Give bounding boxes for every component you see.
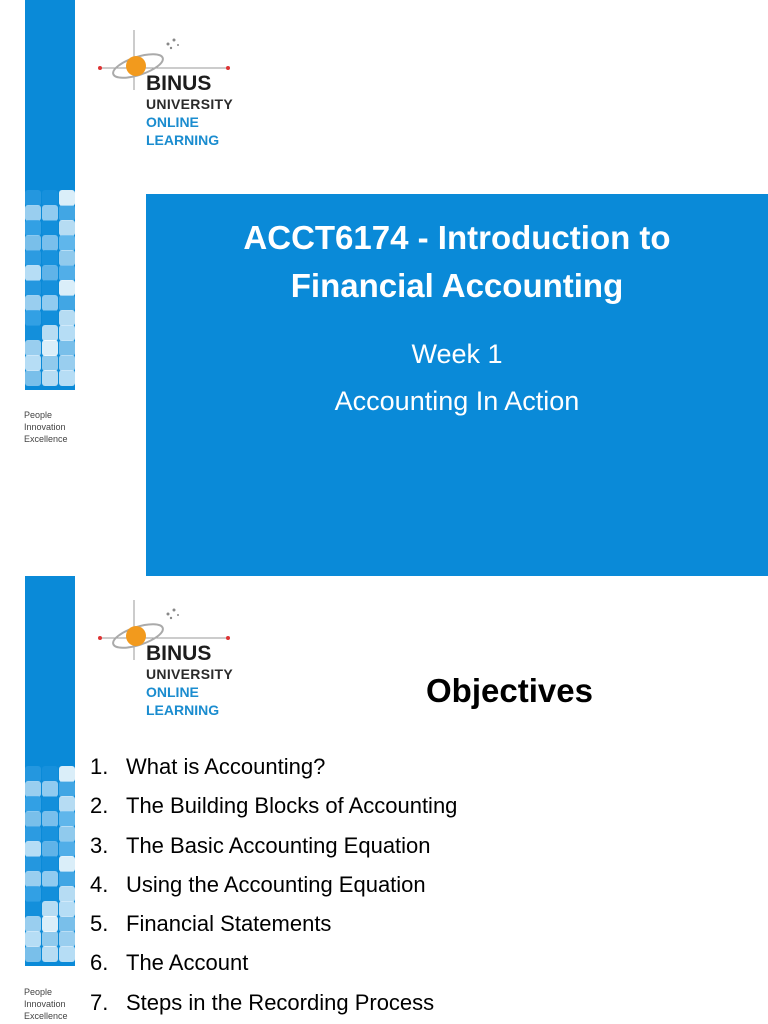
list-item bbox=[90, 948, 457, 987]
mosaic-tile bbox=[25, 370, 41, 386]
mosaic-tile bbox=[59, 355, 75, 371]
mosaic-tile bbox=[25, 766, 41, 782]
mosaic-tile bbox=[42, 931, 58, 947]
mosaic-tile bbox=[59, 811, 75, 827]
logo-learning: LEARNING bbox=[146, 132, 220, 148]
mosaic-tile bbox=[25, 280, 41, 296]
mosaic-tile bbox=[42, 856, 58, 872]
mosaic-tile bbox=[59, 826, 75, 842]
mosaic-tile bbox=[59, 901, 75, 917]
mosaic-tile bbox=[42, 340, 58, 356]
tagline-excellence: Excellence bbox=[24, 434, 68, 444]
mosaic-tile bbox=[42, 250, 58, 266]
mosaic-tile bbox=[25, 781, 41, 797]
item-number: 6. bbox=[90, 950, 109, 976]
mosaic-tile bbox=[59, 295, 75, 311]
tagline-excellence: Excellence bbox=[24, 1011, 68, 1021]
mosaic-tile bbox=[25, 205, 41, 221]
tagline-people: People bbox=[24, 987, 53, 997]
mosaic-tile bbox=[59, 325, 75, 341]
mosaic-tile bbox=[59, 280, 75, 296]
logo-online: ONLINE bbox=[146, 684, 199, 700]
mosaic-tile bbox=[42, 310, 58, 326]
mosaic-tile bbox=[25, 325, 41, 341]
objectives-list bbox=[90, 752, 457, 1024]
mosaic-tile bbox=[42, 826, 58, 842]
objectives-heading: Objectives bbox=[426, 672, 593, 709]
mosaic-tile bbox=[25, 190, 41, 206]
mosaic-tile bbox=[42, 781, 58, 797]
mosaic-tile bbox=[42, 295, 58, 311]
mosaic-tile bbox=[59, 841, 75, 857]
mosaic-tile bbox=[42, 901, 58, 917]
mosaic-tile bbox=[59, 340, 75, 356]
mosaic-tile bbox=[25, 340, 41, 356]
list-item bbox=[90, 831, 457, 870]
mosaic-tile bbox=[59, 250, 75, 266]
mosaic-tile bbox=[42, 355, 58, 371]
mosaic-tile bbox=[25, 355, 41, 371]
tagline bbox=[24, 986, 84, 1022]
mosaic-tile bbox=[42, 190, 58, 206]
mosaic-tile bbox=[25, 886, 41, 902]
mosaic-tile bbox=[25, 310, 41, 326]
mosaic-tile bbox=[59, 265, 75, 281]
mosaic-tile bbox=[25, 871, 41, 887]
list-item bbox=[90, 988, 457, 1024]
list-item bbox=[90, 791, 457, 830]
mosaic-tile bbox=[59, 205, 75, 221]
mosaic-tile bbox=[25, 931, 41, 947]
binus-logo bbox=[98, 600, 248, 730]
item-text: The Basic Accounting Equation bbox=[126, 832, 431, 858]
week-label: Week 1 bbox=[411, 339, 503, 369]
mosaic-tile bbox=[42, 841, 58, 857]
item-text: The Account bbox=[126, 950, 249, 976]
mosaic-tile bbox=[25, 916, 41, 932]
item-number: 2. bbox=[90, 793, 109, 819]
mosaic-tile bbox=[25, 946, 41, 962]
tagline bbox=[24, 409, 84, 445]
mosaic-tile bbox=[42, 871, 58, 887]
list-item bbox=[90, 909, 457, 948]
mosaic-tile bbox=[25, 295, 41, 311]
mosaic-tile bbox=[42, 886, 58, 902]
list-item bbox=[90, 752, 457, 791]
mosaic-tile bbox=[25, 811, 41, 827]
decorative-side-strip bbox=[25, 576, 75, 966]
mosaic-tile bbox=[59, 235, 75, 251]
tagline-innovation: Innovation bbox=[24, 999, 66, 1009]
mosaic-tile bbox=[42, 325, 58, 341]
mosaic-tile bbox=[25, 796, 41, 812]
mosaic-tile bbox=[59, 220, 75, 236]
binus-logo bbox=[98, 30, 248, 160]
mosaic-tile bbox=[25, 265, 41, 281]
item-text: Financial Statements bbox=[126, 911, 332, 937]
mosaic-tile bbox=[42, 370, 58, 386]
mosaic-tile bbox=[59, 370, 75, 386]
mosaic-tile bbox=[42, 946, 58, 962]
logo-binus: BINUS bbox=[146, 642, 212, 665]
logo-university: UNIVERSITY bbox=[146, 96, 234, 112]
logo-university: UNIVERSITY bbox=[146, 666, 234, 682]
list-item bbox=[90, 870, 457, 909]
mosaic-tile bbox=[42, 280, 58, 296]
mosaic-tile bbox=[42, 205, 58, 221]
course-title-line1: ACCT6174 - Introduction to bbox=[243, 219, 671, 256]
item-number: 7. bbox=[90, 989, 109, 1015]
item-text: Using the Accounting Equation bbox=[126, 871, 426, 897]
mosaic-tile bbox=[59, 916, 75, 932]
mosaic-tile bbox=[59, 796, 75, 812]
mosaic-tile bbox=[42, 265, 58, 281]
item-text: The Building Blocks of Accounting bbox=[126, 793, 458, 819]
item-number: 5. bbox=[90, 911, 109, 937]
item-number: 4. bbox=[90, 871, 109, 897]
mosaic-tile bbox=[25, 220, 41, 236]
mosaic-tile bbox=[59, 310, 75, 326]
mosaic-tile bbox=[42, 766, 58, 782]
objectives-slide bbox=[0, 576, 768, 1024]
decorative-side-strip bbox=[25, 0, 75, 390]
mosaic-tile bbox=[59, 871, 75, 887]
mosaic-tile bbox=[59, 781, 75, 797]
mosaic-tile bbox=[59, 856, 75, 872]
mosaic-tile bbox=[42, 916, 58, 932]
logo-online: ONLINE bbox=[146, 114, 199, 130]
tagline-innovation: Innovation bbox=[24, 422, 66, 432]
mosaic-tile bbox=[42, 796, 58, 812]
title-box bbox=[146, 194, 768, 576]
mosaic-tile bbox=[25, 826, 41, 842]
topic-label: Accounting In Action bbox=[334, 386, 580, 416]
item-text: Steps in the Recording Process bbox=[126, 989, 435, 1015]
course-title-line2: Financial Accounting bbox=[290, 267, 624, 304]
mosaic-tile bbox=[42, 235, 58, 251]
mosaic-tile bbox=[25, 841, 41, 857]
logo-binus: BINUS bbox=[146, 72, 212, 95]
mosaic-tile bbox=[25, 856, 41, 872]
mosaic-tile bbox=[59, 946, 75, 962]
logo-learning: LEARNING bbox=[146, 702, 220, 718]
item-number: 3. bbox=[90, 832, 109, 858]
mosaic-tile bbox=[59, 766, 75, 782]
tagline-people: People bbox=[24, 410, 53, 420]
mosaic-tile bbox=[59, 886, 75, 902]
mosaic-tile bbox=[25, 901, 41, 917]
mosaic-tile bbox=[59, 190, 75, 206]
mosaic-tile bbox=[25, 235, 41, 251]
mosaic-tile bbox=[42, 811, 58, 827]
mosaic-tile bbox=[42, 220, 58, 236]
mosaic-tile bbox=[59, 931, 75, 947]
item-number: 1. bbox=[90, 754, 109, 779]
mosaic-tile bbox=[25, 250, 41, 266]
item-text: What is Accounting? bbox=[126, 754, 326, 779]
